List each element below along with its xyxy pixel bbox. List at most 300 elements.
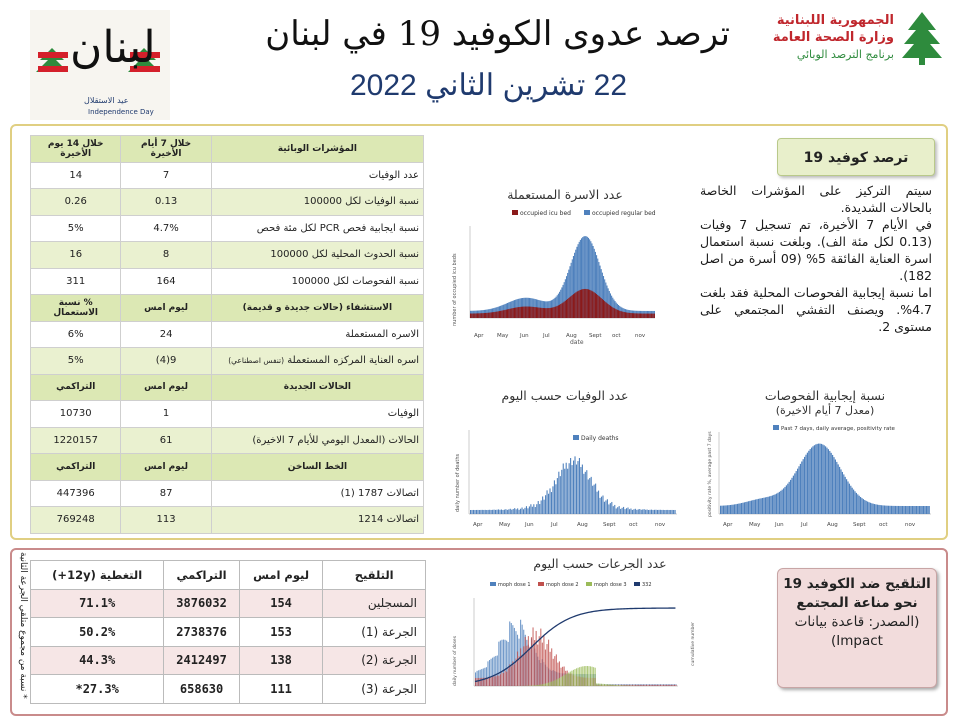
deaths-bar — [535, 507, 536, 514]
deaths-bar — [529, 506, 530, 514]
deaths-bar — [658, 510, 659, 514]
deaths-bar — [566, 463, 567, 514]
deaths-bar — [664, 510, 665, 514]
positivity-bar — [860, 497, 861, 514]
beds-icu-bar — [500, 311, 501, 318]
legend-regular: occupied regular bed — [592, 210, 656, 217]
positivity-bar — [838, 464, 839, 514]
beds-icu-bar — [480, 313, 481, 318]
deaths-bar — [610, 503, 611, 514]
positivity-bar — [754, 500, 755, 514]
positivity-bar — [733, 505, 734, 514]
month-tick: nov — [905, 522, 916, 528]
header-cell: التراكمي — [31, 374, 121, 401]
positivity-bar — [845, 477, 846, 514]
positivity-bar — [789, 482, 790, 514]
dose3-bar — [612, 685, 613, 686]
positivity-bar — [721, 506, 722, 514]
dose2-bar — [494, 676, 495, 686]
beds-icu-bar — [516, 307, 517, 318]
dose3-bar — [565, 674, 566, 686]
beds-icu-bar — [593, 292, 594, 318]
beds-icu-bar — [630, 313, 631, 318]
deaths-bar — [474, 510, 475, 514]
header-cell: الاستشفاء (حالات جديدة و قديمة) — [211, 295, 423, 322]
row-label: الجرعة (2) — [323, 646, 426, 675]
beds-icu-bar — [643, 314, 644, 318]
positivity-bar — [749, 501, 750, 514]
value-usage: 5% — [31, 348, 121, 375]
month-tick: oct — [629, 522, 638, 528]
ministry-line3: برنامج الترصد الوبائي — [796, 48, 894, 61]
table-row — [31, 507, 424, 534]
deaths-bar — [486, 510, 487, 514]
value-yesterday: 111 — [239, 675, 322, 704]
dose3-bar — [595, 668, 596, 686]
month-tick: oct — [612, 333, 621, 339]
month-tick: Aug — [827, 522, 838, 528]
value-7d: 0.13 — [121, 189, 211, 216]
beds-icu-bar — [623, 312, 624, 318]
desc-paragraph: اما نسبة إيجابية الفحوصات المحلية فقد بلغت 4.7%. ويصنف التفشي المجتمعي على مستوى 2. — [700, 285, 932, 334]
table-row — [31, 675, 426, 704]
dose3-bar — [548, 683, 549, 686]
beds-icu-bar — [552, 307, 553, 318]
deaths-bar — [626, 508, 627, 514]
positivity-bar — [793, 476, 794, 514]
beds-icu-bar — [573, 294, 574, 318]
beds-icu-bar — [537, 307, 538, 318]
dose2-bar — [643, 685, 644, 686]
vaccination-box-source: (المصدر: قاعدة بيانات Impact) — [794, 614, 920, 649]
beds-icu-bar — [550, 308, 551, 318]
positivity-bar — [832, 455, 833, 514]
header-cell: التلقيح — [323, 561, 426, 590]
deaths-bar — [508, 509, 509, 514]
dose3-bar — [539, 685, 540, 686]
dose3-bar — [582, 666, 583, 686]
row-label: الجرعة (1) — [323, 618, 426, 647]
vaccination-box-title: التلقيح ضد الكوفيد 19 نحو مناعة المجتمع — [783, 576, 931, 611]
beds-xlabel: date — [570, 339, 584, 346]
deaths-chart — [455, 422, 680, 530]
beds-icu-bar — [483, 313, 484, 318]
deaths-bar — [479, 510, 480, 514]
deaths-bar — [597, 492, 598, 514]
positivity-bar — [873, 504, 874, 514]
dose3-bar — [598, 683, 599, 686]
month-tick: nov — [635, 333, 646, 339]
beds-icu-bar — [470, 314, 471, 318]
deaths-bar — [488, 510, 489, 514]
dose2-bar — [508, 668, 509, 686]
desc-paragraph: سيتم التركيز على المؤشرات الخاصة بالحالات الشديدة. — [700, 183, 932, 215]
deaths-bar — [526, 506, 527, 514]
beds-icu-bar — [563, 303, 564, 318]
positivity-bar — [812, 446, 813, 514]
beds-icu-bar — [566, 300, 567, 318]
table-header — [31, 561, 426, 590]
deaths-bar — [530, 504, 531, 514]
beds-chart — [450, 206, 660, 346]
positivity-bar — [720, 506, 721, 514]
dose2-bar — [548, 640, 549, 686]
positivity-bar — [891, 506, 892, 514]
positivity-bar — [898, 506, 899, 514]
dose2-bar — [519, 656, 520, 686]
month-tick: nov — [655, 522, 666, 528]
value-cumulative: 10730 — [31, 401, 121, 428]
dose2-bar — [638, 685, 639, 686]
beds-icu-bar — [549, 308, 550, 318]
positivity-bar — [744, 502, 745, 514]
dose3-bar — [620, 685, 621, 686]
deaths-chart-caption: عدد الوفيات حسب اليوم — [501, 388, 629, 403]
beds-icu-bar — [589, 290, 590, 318]
deaths-bar — [507, 510, 508, 514]
beds-icu-bar — [509, 309, 510, 318]
deaths-bar — [598, 491, 599, 514]
deaths-bar — [538, 501, 539, 514]
dose2-bar — [665, 685, 666, 686]
deaths-bar — [586, 470, 587, 514]
dose3-bar — [587, 666, 588, 686]
dose3-bar — [554, 680, 555, 686]
beds-icu-bar — [487, 313, 488, 318]
deaths-bar — [552, 486, 553, 514]
positivity-bar — [917, 506, 918, 514]
dose3-bar — [542, 684, 543, 686]
dose2-bar — [505, 671, 506, 686]
positivity-bar — [857, 494, 858, 514]
value-coverage: 44.3% — [31, 646, 164, 675]
beds-icu-bar — [647, 314, 648, 318]
dose3-bar — [564, 675, 565, 686]
beds-icu-bar — [610, 306, 611, 318]
dose3-bar — [615, 685, 616, 686]
dose2-bar — [644, 685, 645, 686]
positivity-bar — [909, 506, 910, 514]
dose2-bar — [669, 685, 670, 686]
legend-entry: moph dose 2 — [546, 582, 579, 588]
value-usage: 6% — [31, 321, 121, 348]
beds-icu-bar — [508, 309, 509, 318]
beds-icu-bar — [543, 308, 544, 318]
legend-icu: occupied icu bed — [520, 210, 571, 217]
deaths-bar — [670, 510, 671, 514]
dose3-bar — [573, 670, 574, 686]
deaths-bar — [666, 510, 667, 514]
deaths-bar — [635, 509, 636, 514]
beds-icu-bar — [564, 302, 565, 318]
beds-icu-bar — [654, 314, 655, 318]
positivity-bar — [895, 506, 896, 514]
vaccination-footnote — [12, 552, 30, 712]
dose3-bar — [616, 685, 617, 686]
deaths-bar — [655, 510, 656, 514]
positivity-bar — [926, 506, 927, 514]
positivity-bar — [899, 506, 900, 514]
beds-icu-bar — [621, 311, 622, 318]
dose3-bar — [557, 679, 558, 686]
positivity-bar — [766, 497, 767, 514]
beds-icu-bar — [613, 308, 614, 318]
deaths-bar — [589, 478, 590, 514]
value-yesterday: 113 — [121, 507, 211, 534]
beds-icu-bar — [626, 312, 627, 318]
beds-icu-bar — [513, 308, 514, 318]
deaths-bar — [510, 509, 511, 514]
beds-icu-bar — [639, 313, 640, 318]
positivity-bar — [840, 469, 841, 514]
deaths-bar — [567, 469, 568, 514]
positivity-bar — [775, 494, 776, 514]
positivity-bar — [763, 498, 764, 514]
beds-icu-bar — [606, 303, 607, 318]
dose2-bar — [663, 685, 664, 686]
value-yesterday: 154 — [239, 589, 322, 618]
deaths-bar — [516, 509, 517, 514]
dose2-bar — [523, 646, 524, 686]
dose3-bar — [536, 685, 537, 686]
month-tick: May — [497, 333, 509, 339]
value-14d: 5% — [31, 215, 121, 242]
row-label-note: (تنفس اصطناعي) — [228, 356, 285, 366]
table-row — [31, 589, 426, 618]
section-header — [31, 454, 424, 481]
dose3-bar — [607, 684, 608, 686]
independence-day-logo — [30, 10, 170, 120]
value-yesterday: 153 — [239, 618, 322, 647]
deaths-bar — [514, 508, 515, 514]
report-date: 22 تشرين الثاني 2022 — [350, 69, 628, 102]
dose2-bar — [546, 644, 547, 686]
header-cell: الحالات الجديدة — [211, 374, 423, 401]
dose2-bar — [646, 685, 647, 686]
dose2-bar — [661, 685, 662, 686]
dose3-bar — [534, 685, 535, 686]
positivity-bar — [723, 506, 724, 514]
beds-icu-bar — [531, 307, 532, 318]
positivity-bar — [773, 495, 774, 514]
dose2-bar — [649, 685, 650, 686]
month-tick: Apr — [473, 522, 483, 528]
dose3-bar — [606, 684, 607, 686]
deaths-bar — [616, 508, 617, 514]
dose2-bar — [672, 685, 673, 686]
beds-icu-bar — [586, 289, 587, 318]
positivity-bar — [814, 445, 815, 514]
dose2-bar — [515, 659, 516, 686]
deaths-bar — [576, 465, 577, 514]
beds-icu-bar — [494, 312, 495, 318]
desc-paragraph: في الأيام 7 الأخيرة، تم تسجيل 7 وفيات (0.13 لكل مئة الف). وبلغت نسبة استعمال اسرة العناية الفائقة 5% (09 أسرة من اصل 182). — [700, 217, 933, 283]
beds-icu-bar — [475, 313, 476, 318]
deaths-bar — [549, 488, 550, 514]
positivity-bar — [874, 504, 875, 514]
positivity-bar — [800, 464, 801, 514]
beds-icu-bar — [625, 312, 626, 318]
value-7d: 7 — [121, 162, 211, 189]
positivity-bar — [880, 505, 881, 514]
dose3-bar — [593, 667, 594, 686]
positivity-bar — [797, 469, 798, 514]
positivity-bar — [833, 457, 834, 514]
dose2-bar — [520, 648, 521, 686]
deaths-bar — [673, 510, 674, 514]
dose3-bar — [601, 684, 602, 686]
deaths-bar — [613, 506, 614, 514]
deaths-bar — [588, 479, 589, 514]
row-label: نسبة الوفيات لكل 100000 — [211, 189, 423, 216]
legend-swatch — [586, 582, 592, 586]
header-cell: ليوم امس — [239, 561, 322, 590]
beds-icu-bar — [478, 313, 479, 318]
positivity-bar — [752, 500, 753, 514]
dose2-bar — [641, 685, 642, 686]
beds-icu-bar — [497, 312, 498, 318]
row-label: الاسره المستعملة — [211, 321, 423, 348]
positivity-bar — [846, 479, 847, 514]
positivity-bar — [756, 499, 757, 514]
beds-icu-bar — [565, 301, 566, 318]
legend-icu-swatch — [512, 210, 518, 215]
table-header — [31, 136, 424, 163]
beds-icu-bar — [534, 307, 535, 318]
beds-icu-bar — [595, 293, 596, 318]
ministry-logo — [754, 10, 944, 70]
dose2-bar — [545, 650, 546, 686]
deaths-bar — [476, 510, 477, 514]
deaths-bar — [570, 458, 571, 514]
value-cumulative: 658630 — [164, 675, 240, 704]
beds-icu-bar — [588, 289, 589, 318]
positivity-bar — [794, 473, 795, 514]
positivity-bar — [859, 496, 860, 514]
table-row — [31, 215, 424, 242]
positivity-bar — [850, 486, 851, 514]
dose2-bar — [495, 676, 496, 686]
positivity-bar — [870, 503, 871, 514]
value-yesterday: 61 — [121, 427, 211, 454]
logo-sub-en: Independence Day — [88, 108, 154, 116]
dose2-bar — [651, 685, 652, 686]
beds-icu-bar — [479, 313, 480, 318]
value-7d: 4.7% — [121, 215, 211, 242]
beds-icu-bar — [502, 310, 503, 318]
positivity-chart-caption: نسبة إيجابية الفحوصات — [764, 388, 886, 403]
month-tick: Aug — [577, 522, 588, 528]
dose2-bar — [647, 685, 648, 686]
beds-icu-bar — [567, 299, 568, 318]
beds-icu-bar — [611, 307, 612, 318]
dose3-bar — [590, 666, 591, 686]
positivity-bar — [737, 504, 738, 514]
positivity-bar — [768, 497, 769, 514]
dose3-bar — [560, 677, 561, 686]
legend-positivity: Past 7 days, daily average, positivity rate — [781, 426, 895, 432]
dose2-bar — [478, 678, 479, 686]
beds-icu-bar — [582, 289, 583, 318]
beds-icu-bar — [471, 314, 472, 318]
dose2-bar — [543, 636, 544, 686]
positivity-bar — [761, 498, 762, 514]
legend-entry: moph dose 1 — [498, 582, 531, 588]
dose2-bar — [660, 685, 661, 686]
dose2-bar — [512, 661, 513, 686]
beds-icu-bar — [581, 289, 582, 318]
dose2-bar — [506, 672, 507, 686]
table-row — [31, 321, 424, 348]
month-tick: Jun — [775, 522, 784, 528]
positivity-bar — [745, 502, 746, 514]
deaths-bar — [642, 509, 643, 514]
dose2-bar — [517, 652, 518, 686]
deaths-bar — [491, 510, 492, 514]
beds-icu-bar — [529, 307, 530, 318]
beds-icu-bar — [628, 313, 629, 318]
beds-icu-bar — [568, 298, 569, 318]
deaths-bar — [630, 509, 631, 514]
beds-icu-bar — [536, 307, 537, 318]
positivity-bar — [866, 501, 867, 514]
positivity-bar — [803, 459, 804, 514]
positivity-bar — [817, 444, 818, 514]
deaths-bar — [619, 506, 620, 514]
beds-icu-bar — [486, 313, 487, 318]
page-title: ترصد عدوى الكوفيد 19 في لبنان — [265, 14, 730, 54]
dose2-bar — [532, 627, 533, 686]
surveillance-description — [700, 182, 932, 335]
legend-deaths-swatch — [573, 435, 579, 440]
deaths-bar — [483, 510, 484, 514]
positivity-bar — [807, 453, 808, 514]
positivity-bar — [824, 445, 825, 514]
positivity-bar — [854, 491, 855, 514]
row-label: الحالات (المعدل اليومي للأيام 7 الاخيرة) — [211, 427, 423, 454]
positivity-bar — [798, 466, 799, 514]
dose2-bar — [537, 645, 538, 686]
dose2-bar — [491, 677, 492, 686]
deaths-bar — [519, 510, 520, 514]
deaths-bar — [532, 507, 533, 514]
deaths-bar — [485, 510, 486, 514]
positivity-bar — [863, 499, 864, 514]
footnote-text: * نسبة من مجموع متلقي الجرعة الثانية — [18, 552, 28, 699]
positivity-bar — [742, 503, 743, 514]
beds-icu-bar — [485, 313, 486, 318]
legend-swatch — [538, 582, 544, 586]
deaths-bar — [582, 465, 583, 514]
beds-icu-bar — [648, 314, 649, 318]
deaths-bar — [558, 472, 559, 514]
positivity-bar — [740, 503, 741, 514]
positivity-bar — [784, 487, 785, 514]
positivity-bar — [734, 504, 735, 514]
beds-icu-bar — [624, 312, 625, 318]
value-yesterday: 9(4) — [121, 348, 211, 375]
month-tick: Jul — [801, 522, 808, 528]
beds-icu-bar — [530, 307, 531, 318]
dose3-bar — [543, 684, 544, 686]
positivity-bar — [888, 506, 889, 514]
header-cell: الخط الساخن — [211, 454, 423, 481]
deaths-bar — [633, 509, 634, 514]
positivity-bar — [881, 505, 882, 514]
deaths-bar — [585, 472, 586, 514]
beds-icu-bar — [604, 301, 605, 318]
deaths-bar — [542, 496, 543, 514]
